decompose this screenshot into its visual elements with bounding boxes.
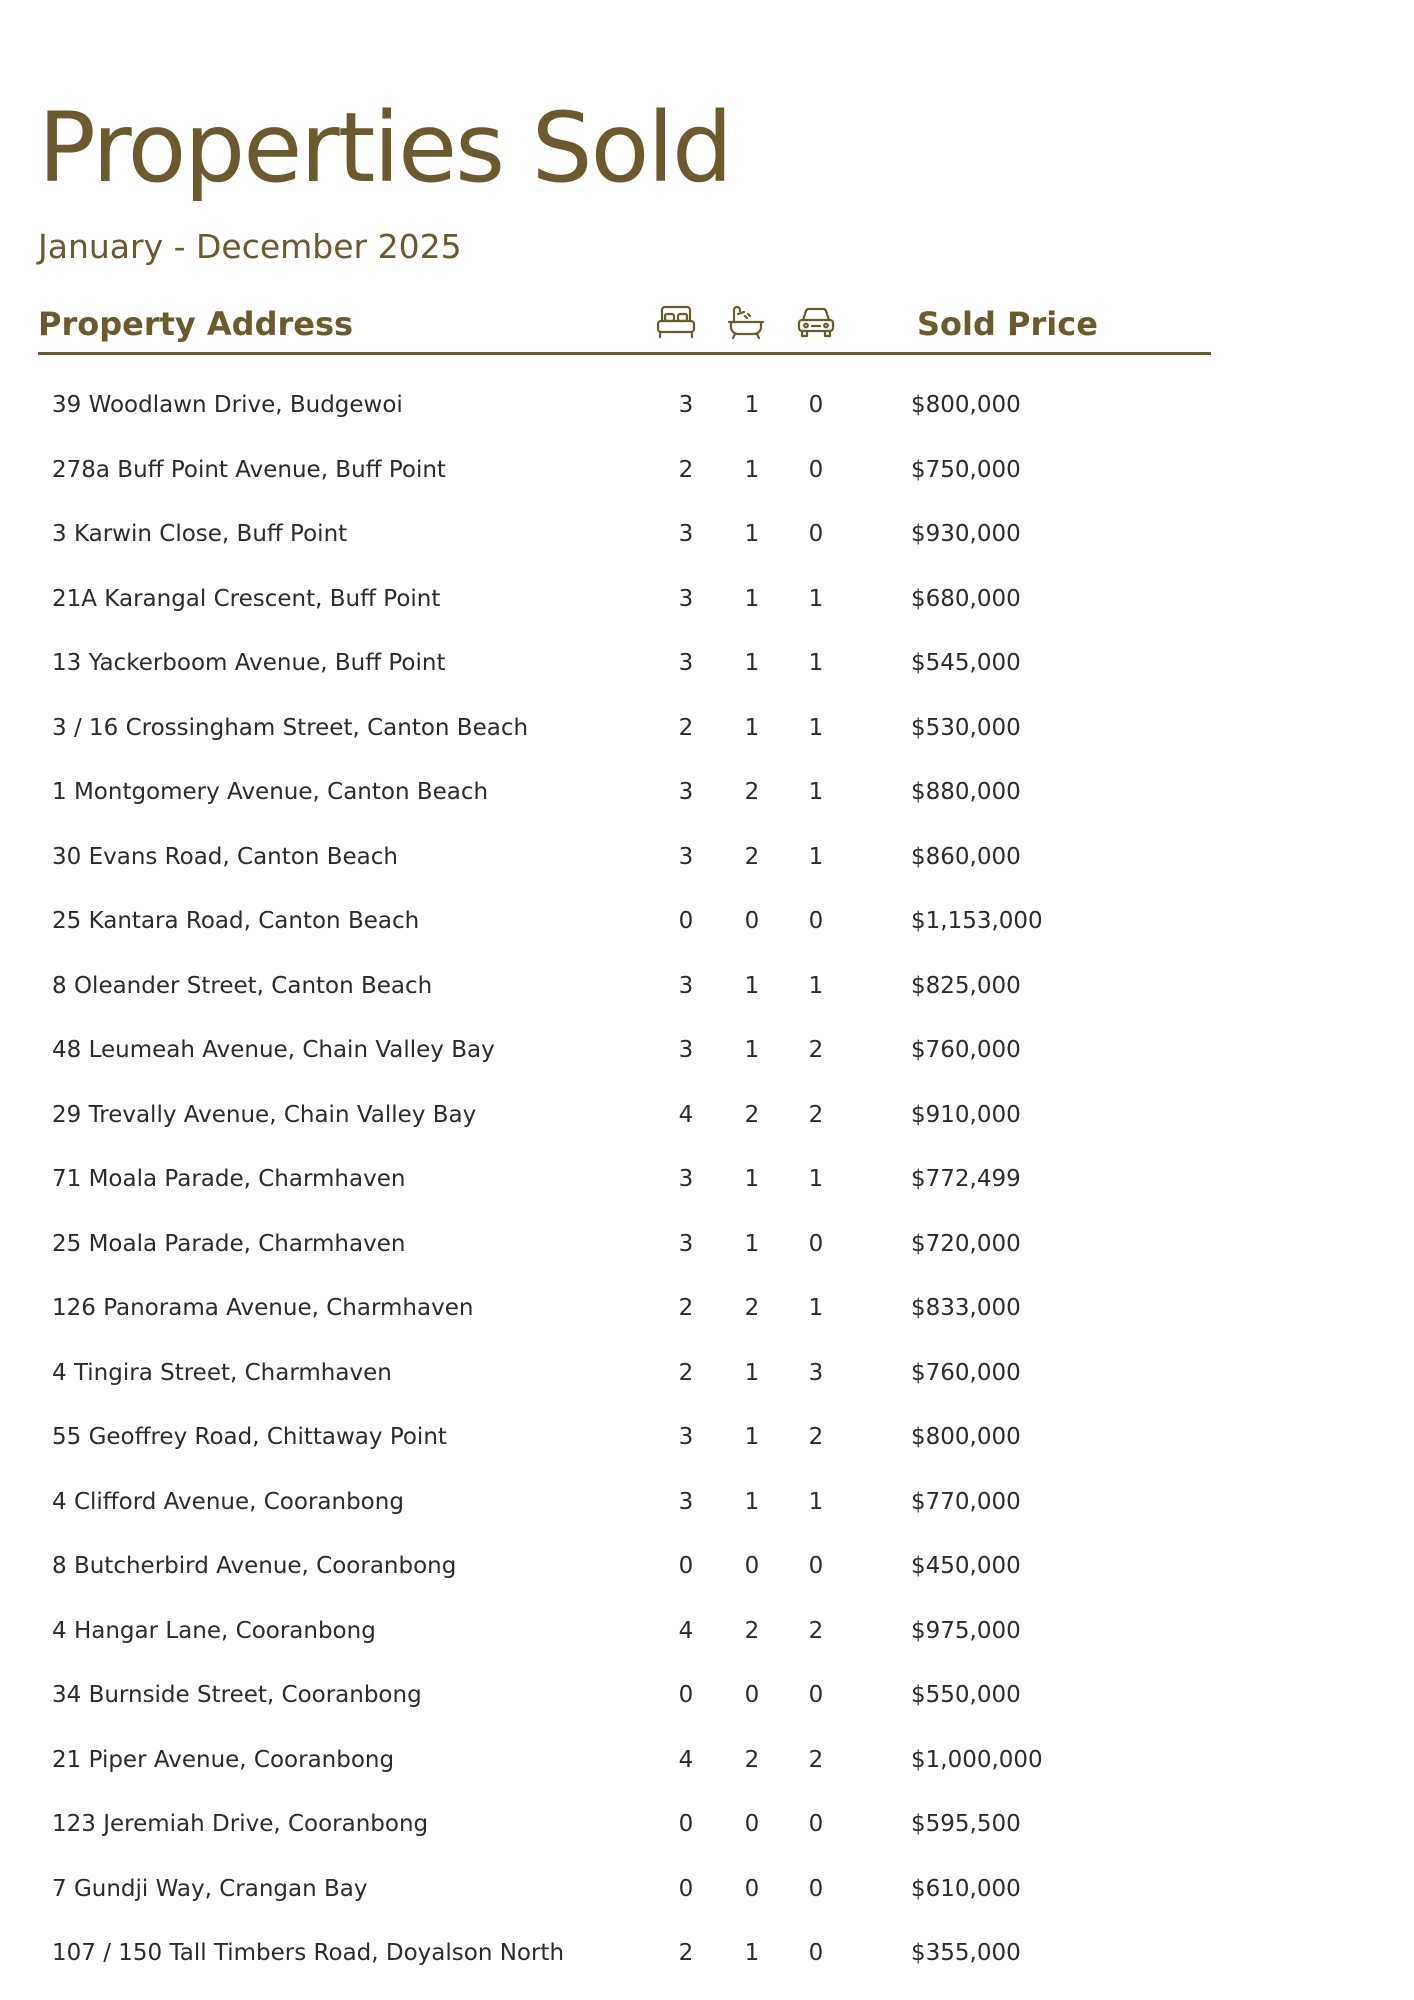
property-address: 29 Trevally Avenue, Chain Valley Bay <box>52 1101 477 1128</box>
sold-price: $545,000 <box>911 650 1021 676</box>
table-row <box>0 514 1414 579</box>
sold-price: $800,000 <box>911 392 1021 418</box>
page-title: Properties Sold <box>38 92 731 204</box>
bathroom-count: 1 <box>744 1037 760 1063</box>
property-address: 48 Leumeah Avenue, Chain Valley Bay <box>52 1037 495 1063</box>
bedroom-count: 0 <box>678 1553 694 1579</box>
car-space-count: 1 <box>808 1488 824 1515</box>
bathroom-count: 1 <box>744 1230 760 1257</box>
table-row <box>0 1611 1414 1676</box>
table-row <box>0 1740 1414 1805</box>
sold-price: $760,000 <box>911 1037 1021 1063</box>
bedroom-count: 2 <box>678 714 694 741</box>
bedroom-count: 3 <box>678 650 694 676</box>
bathroom-count: 1 <box>744 1166 760 1192</box>
bedroom-count: 2 <box>678 1940 694 1966</box>
bedroom-count: 3 <box>678 779 694 805</box>
car-space-count: 0 <box>808 392 824 418</box>
bathroom-count: 0 <box>744 1811 760 1837</box>
bedroom-count: 0 <box>678 1875 694 1902</box>
car-space-count: 0 <box>808 1940 824 1966</box>
table-row <box>0 1030 1414 1095</box>
bathroom-count: 1 <box>744 1359 760 1386</box>
car-space-count: 0 <box>808 1811 824 1837</box>
car-space-count: 1 <box>808 714 824 741</box>
sold-price: $355,000 <box>911 1940 1021 1966</box>
bathroom-count: 2 <box>744 779 760 805</box>
property-address: 4 Clifford Avenue, Cooranbong <box>52 1488 404 1515</box>
property-address: 21A Karangal Crescent, Buff Point <box>52 585 441 612</box>
property-address: 1 Montgomery Avenue, Canton Beach <box>52 779 489 805</box>
sold-price: $930,000 <box>911 521 1021 547</box>
sold-price: $530,000 <box>911 714 1021 741</box>
car-space-count: 0 <box>808 456 824 483</box>
bathroom-count: 2 <box>744 1295 760 1321</box>
bedroom-count: 3 <box>678 1230 694 1257</box>
bath-icon <box>725 304 767 340</box>
sold-price: $550,000 <box>911 1682 1021 1708</box>
car-space-count: 0 <box>808 521 824 547</box>
bedroom-count: 4 <box>678 1617 694 1644</box>
bedroom-count: 2 <box>678 1295 694 1321</box>
bathroom-count: 1 <box>744 392 760 418</box>
bathroom-count: 1 <box>744 1488 760 1515</box>
bathroom-count: 1 <box>744 1424 760 1450</box>
table-row <box>0 1675 1414 1740</box>
sold-price: $1,153,000 <box>911 908 1043 934</box>
sold-price: $720,000 <box>911 1230 1021 1257</box>
bedroom-count: 3 <box>678 843 694 870</box>
property-address: 8 Oleander Street, Canton Beach <box>52 972 433 999</box>
sold-price: $910,000 <box>911 1101 1021 1128</box>
sold-price: $760,000 <box>911 1359 1021 1386</box>
bedroom-count: 3 <box>678 1488 694 1515</box>
sold-price: $772,499 <box>911 1166 1021 1192</box>
property-address: 71 Moala Parade, Charmhaven <box>52 1166 406 1192</box>
bathroom-count: 1 <box>744 650 760 676</box>
table-row <box>0 1224 1414 1289</box>
bed-icon <box>655 304 697 340</box>
car-space-count: 1 <box>808 779 824 805</box>
bathroom-count: 1 <box>744 585 760 612</box>
price-column-header: Sold Price <box>917 305 1098 343</box>
car-space-count: 2 <box>808 1746 824 1773</box>
table-row <box>0 901 1414 966</box>
property-address: 3 Karwin Close, Buff Point <box>52 521 348 547</box>
property-address: 30 Evans Road, Canton Beach <box>52 843 398 870</box>
address-column-header: Property Address <box>38 305 354 343</box>
car-icon <box>795 304 837 340</box>
sold-price: $770,000 <box>911 1488 1021 1515</box>
table-row <box>0 966 1414 1031</box>
car-space-count: 1 <box>808 1166 824 1192</box>
table-row <box>0 450 1414 515</box>
bathroom-count: 0 <box>744 908 760 934</box>
bedroom-count: 2 <box>678 1359 694 1386</box>
table-row <box>0 1353 1414 1418</box>
bedroom-count: 4 <box>678 1101 694 1128</box>
bathroom-count: 1 <box>744 1940 760 1966</box>
table-row <box>0 579 1414 644</box>
car-space-count: 1 <box>808 972 824 999</box>
sold-price: $975,000 <box>911 1617 1021 1644</box>
property-address: 55 Geoffrey Road, Chittaway Point <box>52 1424 447 1450</box>
property-address: 3 / 16 Crossingham Street, Canton Beach <box>52 714 529 741</box>
sold-price: $680,000 <box>911 585 1021 612</box>
sold-price: $750,000 <box>911 456 1021 483</box>
car-space-count: 0 <box>808 1875 824 1902</box>
property-address: 34 Burnside Street, Cooranbong <box>52 1682 422 1708</box>
car-space-count: 3 <box>808 1359 824 1386</box>
bedroom-count: 3 <box>678 1166 694 1192</box>
table-row <box>0 837 1414 902</box>
property-table <box>0 385 1414 1998</box>
bathroom-count: 2 <box>744 843 760 870</box>
table-row <box>0 1159 1414 1224</box>
car-space-count: 2 <box>808 1424 824 1450</box>
car-space-count: 1 <box>808 843 824 870</box>
bedroom-count: 3 <box>678 1424 694 1450</box>
table-row <box>0 1546 1414 1611</box>
bathroom-count: 0 <box>744 1682 760 1708</box>
car-space-count: 1 <box>808 585 824 612</box>
car-space-count: 0 <box>808 1682 824 1708</box>
bedroom-count: 3 <box>678 972 694 999</box>
bathroom-count: 1 <box>744 456 760 483</box>
property-address: 25 Moala Parade, Charmhaven <box>52 1230 406 1257</box>
bedroom-count: 3 <box>678 1037 694 1063</box>
property-address: 126 Panorama Avenue, Charmhaven <box>52 1295 474 1321</box>
sold-price: $800,000 <box>911 1424 1021 1450</box>
car-space-count: 0 <box>808 1230 824 1257</box>
table-row <box>0 1095 1414 1160</box>
table-row <box>0 1288 1414 1353</box>
sold-price: $860,000 <box>911 843 1021 870</box>
bedroom-count: 0 <box>678 1811 694 1837</box>
bathroom-count: 0 <box>744 1553 760 1579</box>
sold-price: $595,500 <box>911 1811 1021 1837</box>
bathroom-count: 2 <box>744 1617 760 1644</box>
car-space-count: 2 <box>808 1037 824 1063</box>
table-row <box>0 1804 1414 1869</box>
table-row <box>0 643 1414 708</box>
bathroom-count: 1 <box>744 972 760 999</box>
car-space-count: 1 <box>808 650 824 676</box>
sold-price: $610,000 <box>911 1875 1021 1902</box>
bedroom-count: 0 <box>678 1682 694 1708</box>
property-address: 21 Piper Avenue, Cooranbong <box>52 1746 395 1773</box>
property-address: 39 Woodlawn Drive, Budgewoi <box>52 392 403 418</box>
property-address: 123 Jeremiah Drive, Cooranbong <box>52 1811 429 1837</box>
bedroom-count: 3 <box>678 392 694 418</box>
property-address: 278a Buff Point Avenue, Buff Point <box>52 456 446 483</box>
sold-price: $833,000 <box>911 1295 1021 1321</box>
property-address: 4 Tingira Street, Charmhaven <box>52 1359 392 1386</box>
bathroom-count: 2 <box>744 1746 760 1773</box>
property-address: 4 Hangar Lane, Cooranbong <box>52 1617 376 1644</box>
table-row <box>0 708 1414 773</box>
bathroom-count: 0 <box>744 1875 760 1902</box>
car-space-count: 1 <box>808 1295 824 1321</box>
sold-price: $825,000 <box>911 972 1021 999</box>
table-row <box>0 772 1414 837</box>
table-header <box>38 300 1211 355</box>
table-row <box>0 1482 1414 1547</box>
bedroom-count: 3 <box>678 585 694 612</box>
property-address: 107 / 150 Tall Timbers Road, Doyalson North <box>52 1940 565 1966</box>
bathroom-count: 2 <box>744 1101 760 1128</box>
car-space-count: 0 <box>808 908 824 934</box>
table-row <box>0 1869 1414 1934</box>
sold-price: $450,000 <box>911 1553 1021 1579</box>
car-space-count: 2 <box>808 1617 824 1644</box>
sold-price: $880,000 <box>911 779 1021 805</box>
bathroom-count: 1 <box>744 521 760 547</box>
bathroom-count: 1 <box>744 714 760 741</box>
bedroom-count: 3 <box>678 521 694 547</box>
sold-price: $1,000,000 <box>911 1746 1043 1773</box>
car-space-count: 0 <box>808 1553 824 1579</box>
car-space-count: 2 <box>808 1101 824 1128</box>
property-address: 13 Yackerboom Avenue, Buff Point <box>52 650 446 676</box>
bedroom-count: 0 <box>678 908 694 934</box>
bedroom-count: 4 <box>678 1746 694 1773</box>
bedroom-count: 2 <box>678 456 694 483</box>
table-row <box>0 1933 1414 1998</box>
table-row <box>0 385 1414 450</box>
property-address: 7 Gundji Way, Crangan Bay <box>52 1875 368 1902</box>
property-address: 25 Kantara Road, Canton Beach <box>52 908 420 934</box>
table-row <box>0 1417 1414 1482</box>
property-address: 8 Butcherbird Avenue, Cooranbong <box>52 1553 457 1579</box>
page-subtitle: January - December 2025 <box>38 227 462 266</box>
